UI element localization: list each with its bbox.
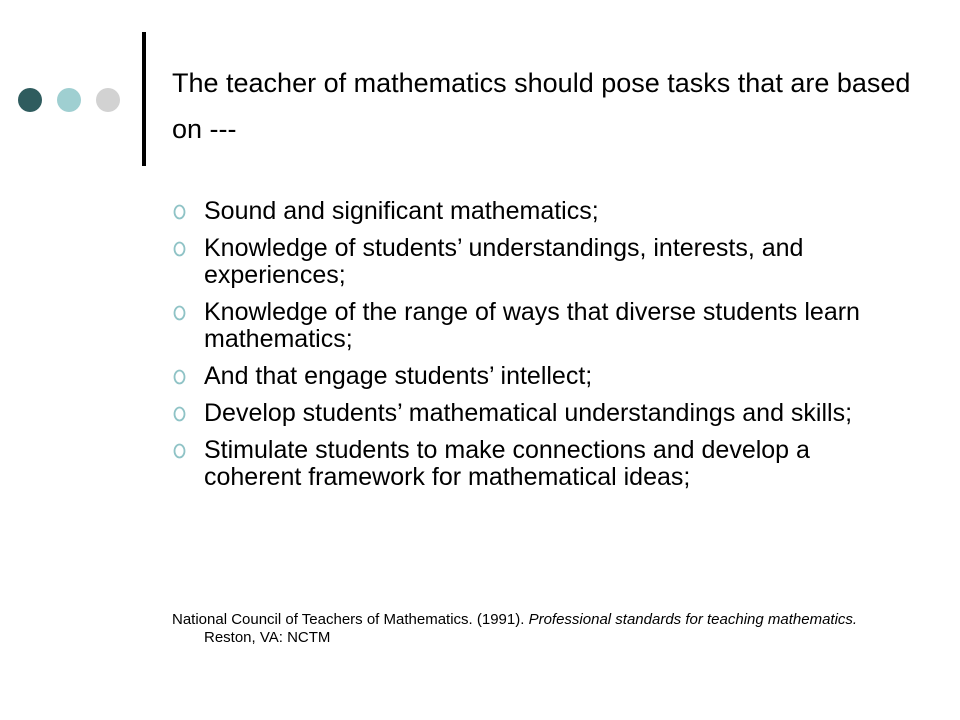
citation-title: Professional standards for teaching mathematics. <box>528 611 858 628</box>
slide-title: The teacher of mathematics should pose tasks that are based on --- <box>172 68 911 144</box>
citation <box>172 611 884 647</box>
bullet-text: Stimulate students to make connections and develop a coherent framework for mathematical ideas; <box>204 436 810 491</box>
bullet-text: And that engage students’ intellect; <box>204 362 593 390</box>
citation-prefix: National Council of Teachers of Mathematics. (1991). <box>172 611 529 628</box>
open-circle-bullet-icon <box>172 304 187 322</box>
bullet-text: Develop students’ mathematical understandings and skills; <box>204 399 853 427</box>
bullet-item <box>172 363 912 390</box>
open-circle-bullet-icon <box>172 203 187 221</box>
bullet-item <box>172 437 912 491</box>
open-circle-bullet-icon <box>172 405 187 423</box>
bullet-item <box>172 198 912 225</box>
bullet-item <box>172 299 912 353</box>
light-teal-dot-icon <box>57 88 81 112</box>
open-circle-bullet-icon <box>172 240 187 258</box>
open-circle-bullet-icon <box>172 368 187 386</box>
bullet-text: Knowledge of the range of ways that diverse students learn mathematics; <box>204 298 860 353</box>
open-circle-bullet-icon <box>172 442 187 460</box>
citation-suffix: Reston, VA: NCTM <box>204 629 331 646</box>
bullet-text: Knowledge of students’ understandings, interests, and experiences; <box>204 234 804 289</box>
bullet-list <box>172 198 912 501</box>
gray-dot-icon <box>96 88 120 112</box>
bullet-item <box>172 235 912 289</box>
dark-teal-dot-icon <box>18 88 42 112</box>
title-divider <box>142 32 146 166</box>
bullet-item <box>172 400 912 427</box>
decorative-dots-icon <box>18 88 128 114</box>
bullet-text: Sound and significant mathematics; <box>204 197 599 225</box>
